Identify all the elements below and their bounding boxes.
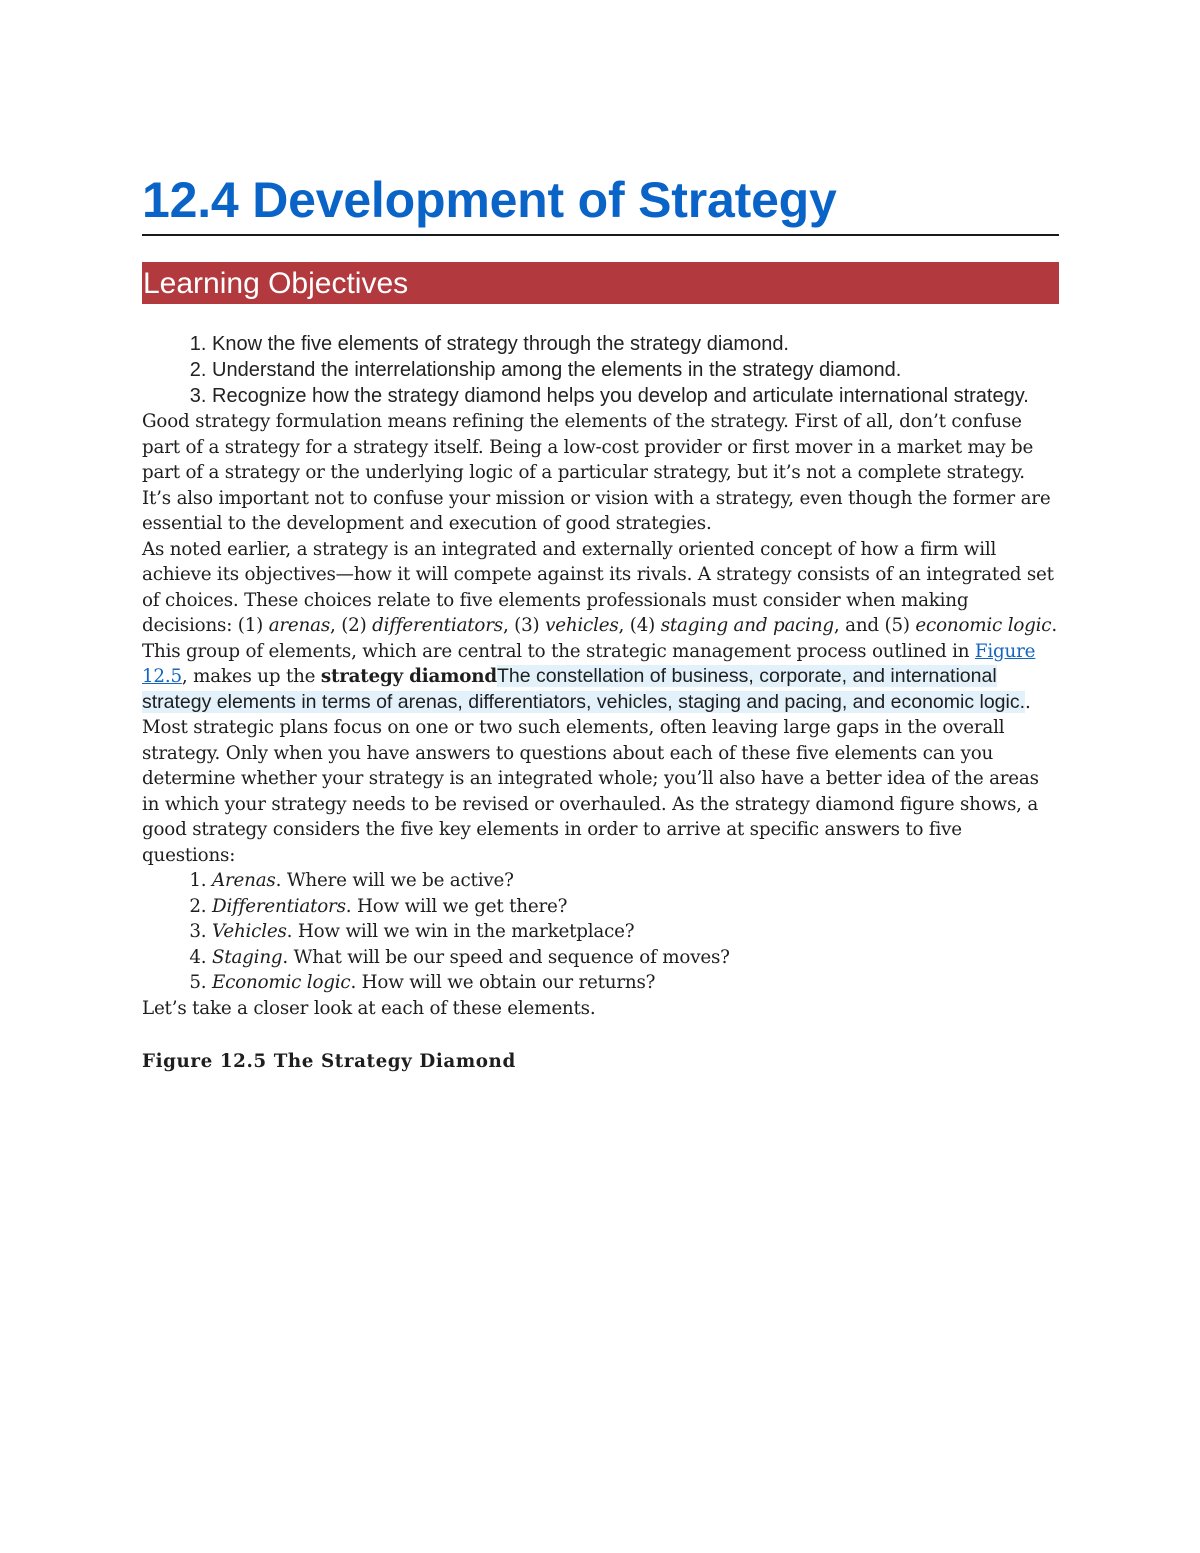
list-item [212,945,1059,971]
glossary-term[interactable]: strategy diamond [320,666,497,687]
question-text: . Where will we be active? [275,870,514,891]
paragraph-strategy-diamond [142,537,1059,869]
question-text: . How will we get there? [345,895,568,917]
question-term: Economic logic [212,972,351,993]
glossary-definition: The constellation of business, corporate, and international strategy elements in terms of arenas, differentiators, vehicles, staging and pacing, and economic logic. [142,665,1026,713]
list-item: 1. Know the five elements of strategy through the strategy diamond. [212,331,1059,357]
list-item [212,919,1059,945]
question-term: Arenas [212,870,276,891]
text-run: , (3) [502,615,546,636]
text-run: , (4) [618,615,661,636]
term-arenas: arenas [268,615,330,636]
text-run: . This group of elements, which are central to the strategic management process outlined in [142,615,1057,662]
list-item [212,894,1059,920]
document-page [142,168,1059,1072]
question-text: . What will be our speed and sequence of moves? [282,946,730,968]
list-item: 2. Understand the interrelationship among the elements in the strategy diamond. [212,357,1059,383]
list-item: 3. Recognize how the strategy diamond helps you develop and articulate international strategy. [212,383,1059,409]
question-term: Vehicles [212,921,287,942]
list-item [212,970,1059,996]
learning-objectives-heading: Learning Objectives [142,262,1059,304]
paragraph-intro: Good strategy formulation means refining the elements of the strategy. First of all, don’t confuse part of a strategy for a strategy itself. Being a low-cost provider or first mover in a market may be part of a strategy or the underlying logic of a particular strategy, but it’s not a complete strategy. It’s also important not to confuse your mission or vision with a strategy, even though the former are essential to the development and execution of good strategies. [142,411,1051,534]
list-item [212,868,1059,894]
text-run: . Most strategic plans focus on one or two such elements, often leaving large gaps in the overall strategy. Only when you have answers to questions about each of these five elements can you determine whether your strategy is an integrated whole; you’ll also have a better idea of the areas in which your strategy needs to be revised or overhauled. As the strategy diamond figure shows, a good strategy considers the five key elements in order to arrive at specific answers to five questions: [142,691,1039,866]
question-text: . How will we obtain our returns? [350,972,656,993]
figure-caption: Figure 12.5 The Strategy Diamond [142,1051,516,1072]
paragraph-closing: Let’s take a closer look at each of these elements. [142,997,596,1019]
text-run: , (2) [330,615,373,636]
text-run: , makes up the [181,666,321,687]
page-title: 12.4 Development of Strategy [142,168,1059,236]
text-run: , and (5) [833,615,916,636]
question-term: Differentiators [212,895,346,917]
figure-link[interactable]: Figure 12.5 [142,640,1036,687]
questions-list [142,868,1059,996]
text-run: As noted earlier, a strategy is an integrated and externally oriented concept of how a firm will achieve its objectives—how it will compete against its rivals. A strategy consists of an integrated set of choices. These choices relate to five elements professionals must consider when making decisions: (1) [142,538,1054,636]
question-text: . How will we win in the marketplace? [286,921,635,942]
question-term: Staging [212,946,283,968]
term-staging-pacing: staging and pacing [660,615,834,636]
term-economic-logic: economic logic [915,615,1052,636]
objectives-list [142,331,1059,409]
term-differentiators: differentiators [372,615,503,636]
term-vehicles: vehicles [545,615,619,636]
